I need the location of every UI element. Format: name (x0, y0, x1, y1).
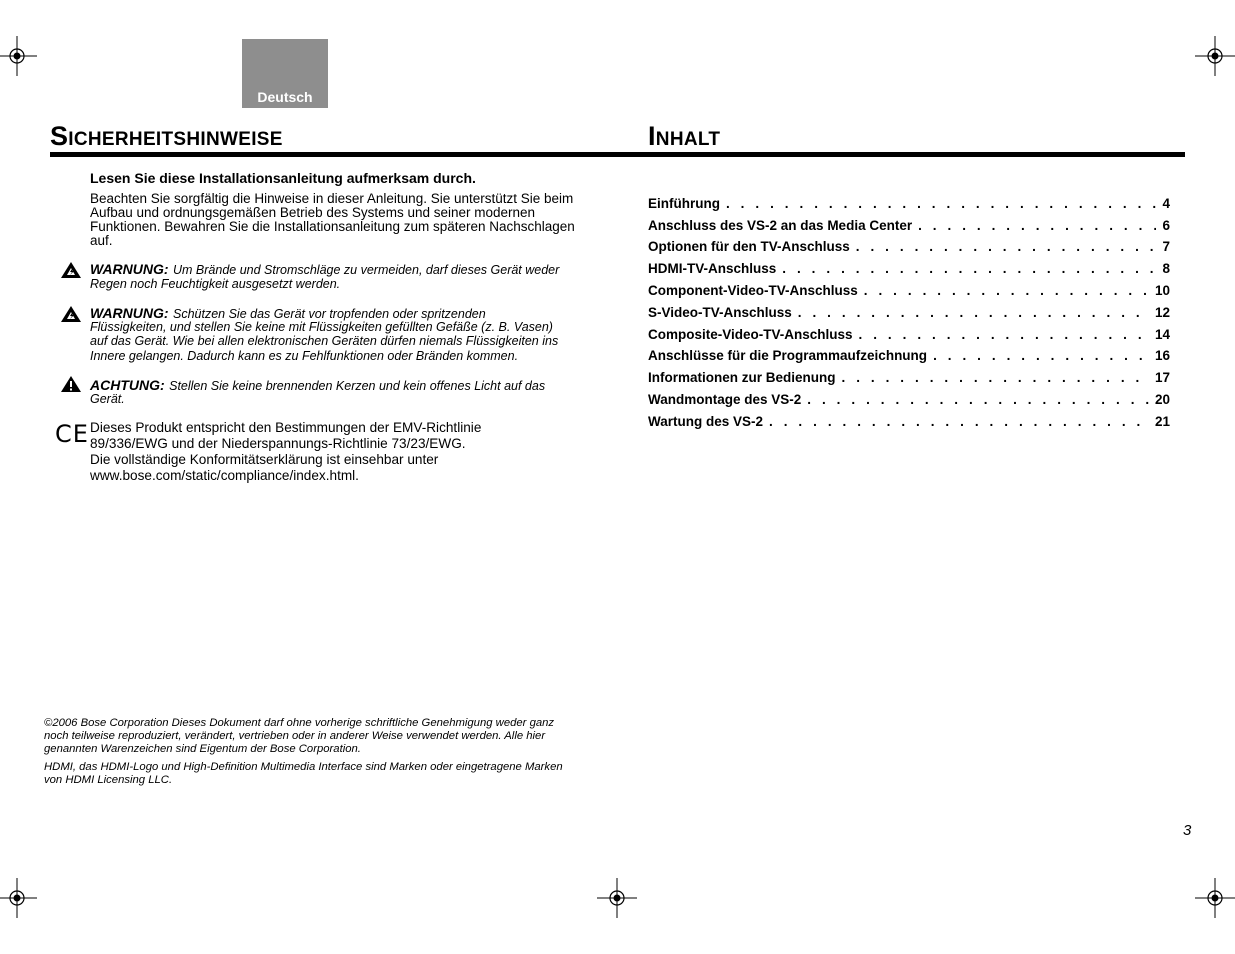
warning-2-line-2: Flüssigkeiten, und stellen Sie keine mit Flüssigkeiten gefüllten Gefäße (z. B. Vasen) (90, 320, 553, 334)
toc-row[interactable] (648, 327, 1170, 345)
toc-row[interactable] (648, 283, 1170, 301)
compliance-line-2: 89/336/EWG und der Niederspannungs-Richtlinie 73/23/EWG. (90, 436, 466, 451)
toc-title: Informationen zur Bedienung (648, 370, 836, 385)
compliance-line-3: Die vollständige Konformitätserklärung ist einsehbar unter (90, 452, 439, 467)
caution-line-2: Gerät. (90, 392, 125, 406)
warning-2-keyword: WARNUNG: (90, 305, 169, 321)
toc-row[interactable] (648, 218, 1170, 236)
heading-rule (50, 152, 1185, 157)
toc-title: Anschluss des VS-2 an das Media Center (648, 218, 913, 233)
toc-row[interactable] (648, 370, 1170, 388)
safety-heading: Sicherheitshinweise (50, 121, 283, 151)
toc-row[interactable] (648, 392, 1170, 410)
intro-line-3: Funktionen. Bewahren Sie die Installationsanleitung zum späteren Nachschlagen (90, 219, 575, 234)
compliance-url: www.bose.com/static/compliance/index.html. (90, 468, 359, 483)
registration-mark-bottom-center (597, 878, 637, 918)
toc-page: 8 (1162, 261, 1170, 276)
trademark-line-1: HDMI, das HDMI-Logo und High-Definition Multimedia Interface sind Marken oder eingetragene Marken (44, 761, 563, 773)
toc-page: 10 (1154, 283, 1170, 298)
warning-2-line-3: auf das Gerät. Wie bei allen elektronischen Geräten dürfen niemals Flüssigkeiten ins (90, 334, 559, 348)
warning-1-line-2: Regen noch Feuchtigkeit ausgesetzt werden. (90, 277, 341, 291)
warning-icon (60, 305, 82, 323)
toc-leader (856, 239, 1157, 254)
copyright-line-3: genannten Warenzeichen sind Eigentum der Bose Corporation. (44, 743, 361, 755)
registration-mark-top-left (0, 36, 37, 76)
toc-leader (807, 392, 1149, 407)
toc-leader (842, 370, 1149, 385)
toc-row[interactable] (648, 261, 1170, 279)
intro-title: Lesen Sie diese Installationsanleitung aufmerksam durch. (90, 170, 476, 186)
caution-icon (60, 375, 82, 393)
toc-leader (933, 348, 1149, 363)
toc-page: 6 (1162, 218, 1170, 233)
toc-row[interactable] (648, 305, 1170, 323)
warning-1-keyword: WARNUNG: (90, 261, 169, 277)
toc-leader (782, 261, 1156, 276)
registration-mark-bottom-left (0, 878, 37, 918)
language-tab (242, 39, 328, 108)
toc-leader (859, 327, 1149, 342)
registration-mark-top-right (1195, 36, 1235, 76)
caution-line-1 (90, 377, 545, 395)
toc-page: 16 (1154, 348, 1170, 363)
toc-title: Component-Video-TV-Anschluss (648, 283, 858, 298)
warning-2-line-4: Innere gelangen. Dadurch kann es zu Fehlfunktionen oder Bränden kommen. (90, 349, 519, 363)
toc-page: 21 (1154, 414, 1170, 429)
toc-page: 14 (1154, 327, 1170, 342)
warning-2-text: Schützen Sie das Gerät vor tropfenden oder spritzenden (173, 307, 486, 321)
toc-title: S-Video-TV-Anschluss (648, 305, 792, 320)
caution-keyword: ACHTUNG: (90, 377, 165, 393)
toc-title: Wartung des VS-2 (648, 414, 764, 429)
toc-title: HDMI-TV-Anschluss (648, 261, 777, 276)
toc-title: Wandmontage des VS-2 (648, 392, 802, 407)
intro-line-2: Aufbau und ordnungsgemäßen Betrieb des Systems und seiner modernen (90, 205, 536, 220)
intro-line-1: Beachten Sie sorgfältig die Hinweise in dieser Anleitung. Sie unterstützt Sie beim (90, 191, 574, 206)
compliance-line-1: Dieses Produkt entspricht den Bestimmungen der EMV-Richtlinie (90, 420, 482, 435)
warning-icon (60, 261, 82, 279)
toc-title: Einführung (648, 196, 720, 211)
toc-page: 4 (1162, 196, 1170, 211)
warning-1-text: Um Brände und Stromschläge zu vermeiden, darf dieses Gerät weder (173, 263, 560, 277)
copyright-line-2: noch teilweise reproduziert, verändert, vertrieben oder in anderer Weise verwendet werden. Alle hier (44, 730, 546, 742)
registration-mark-bottom-right (1195, 878, 1235, 918)
ce-mark-icon: CE (55, 420, 89, 448)
toc-leader (918, 218, 1156, 233)
toc-title: Optionen für den TV-Anschluss (648, 239, 850, 254)
toc-row[interactable] (648, 348, 1170, 366)
toc-page: 17 (1154, 370, 1170, 385)
toc-row[interactable] (648, 239, 1170, 257)
page-number: 3 (1183, 822, 1192, 839)
toc-title: Composite-Video-TV-Anschluss (648, 327, 853, 342)
toc-leader (726, 196, 1157, 211)
toc-leader (798, 305, 1149, 320)
toc-title: Anschlüsse für die Programmaufzeichnung (648, 348, 928, 363)
language-tab-label: Deutsch (257, 89, 313, 105)
toc-page: 7 (1162, 239, 1170, 254)
caution-text: Stellen Sie keine brennenden Kerzen und kein offenes Licht auf das (169, 379, 546, 393)
copyright-line-1: ©2006 Bose Corporation Dieses Dokument darf ohne vorherige schriftliche Genehmigung weder ganz (44, 717, 555, 729)
intro-line-4: auf. (90, 233, 113, 248)
toc-row[interactable] (648, 414, 1170, 432)
toc-leader (864, 283, 1149, 298)
toc-row[interactable] (648, 196, 1170, 214)
trademark-line-2: von HDMI Licensing LLC. (44, 774, 173, 786)
toc-page: 20 (1154, 392, 1170, 407)
toc-leader (769, 414, 1149, 429)
toc-page: 12 (1154, 305, 1170, 320)
contents-heading: Inhalt (648, 121, 721, 151)
